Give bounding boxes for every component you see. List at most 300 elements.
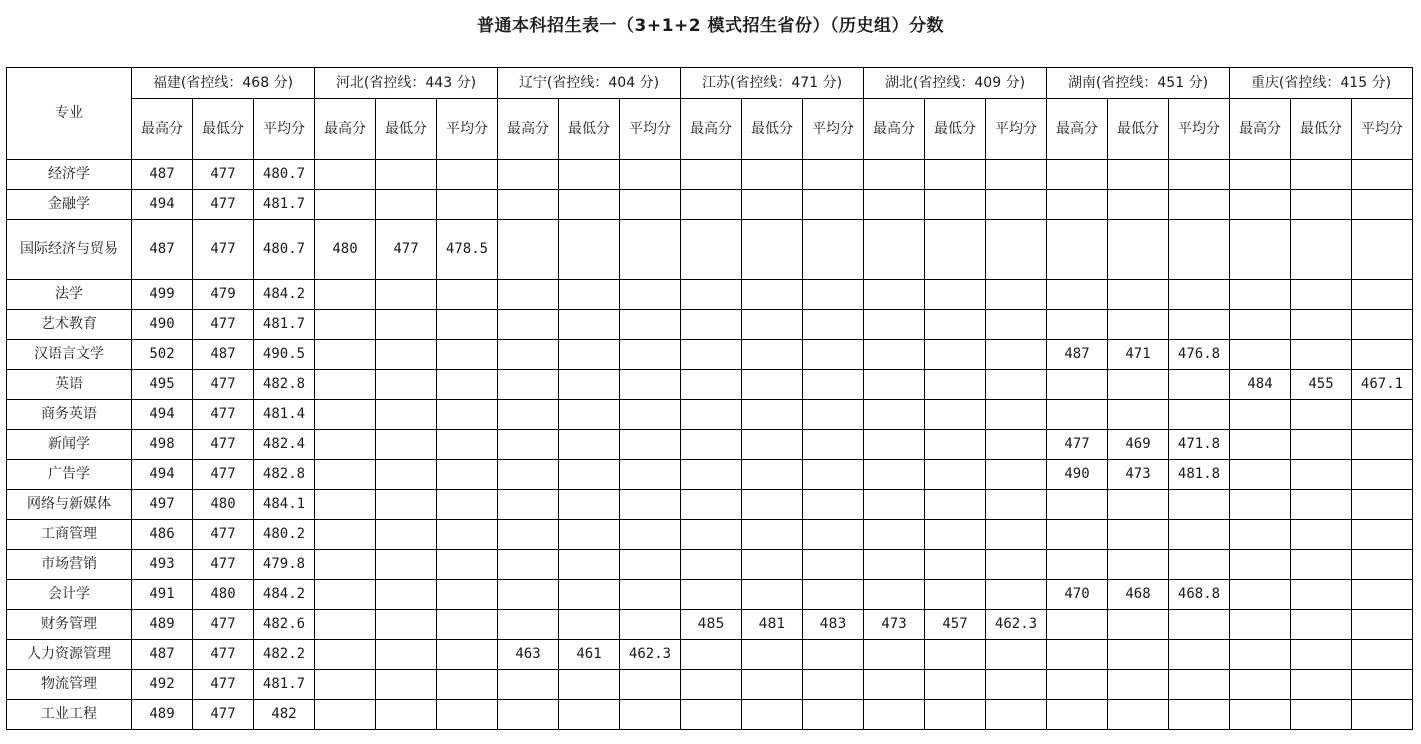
score-cell [315,340,376,370]
score-cell [1352,610,1413,640]
page-title: 普通本科招生表一（3+1+2 模式招生省份）（历史组）分数 [477,16,944,36]
score-cell [925,340,986,370]
score-cell [1230,520,1291,550]
score-cell [437,610,498,640]
score-cell [1352,280,1413,310]
score-cell [437,670,498,700]
table-row [7,340,1413,370]
major-name: 人力资源管理 [7,640,132,670]
score-cell [1230,580,1291,610]
province-header: 湖南(省控线：451 分) [1047,68,1230,99]
score-cell [742,520,803,550]
score-cell [437,580,498,610]
score-cell [1230,610,1291,640]
score-cell [986,490,1047,520]
score-cell [620,610,681,640]
score-cell: 489 [132,700,193,730]
score-cell [681,490,742,520]
score-cell [437,280,498,310]
score-cell: 477 [1047,430,1108,460]
score-cell [1352,340,1413,370]
table-row [7,490,1413,520]
score-cell [803,160,864,190]
score-cell [742,700,803,730]
score-cell: 455 [1291,370,1352,400]
score-cell [1230,400,1291,430]
major-name: 广告学 [7,460,132,490]
score-cell [315,370,376,400]
score-cell [1230,160,1291,190]
major-name: 工业工程 [7,700,132,730]
score-type-header: 平均分 [620,99,681,160]
score-cell [681,460,742,490]
score-type-header: 平均分 [1169,99,1230,160]
score-cell [925,280,986,310]
score-type-header: 最高分 [681,99,742,160]
score-cell [620,190,681,220]
score-cell [498,160,559,190]
score-cell [803,670,864,700]
score-cell [1047,700,1108,730]
table-row [7,160,1413,190]
table-row [7,310,1413,340]
score-cell: 499 [132,280,193,310]
score-cell [315,430,376,460]
score-cell [376,400,437,430]
score-cell: 490 [132,310,193,340]
score-cell: 497 [132,490,193,520]
score-cell [437,430,498,460]
score-cell [681,400,742,430]
score-cell [1291,580,1352,610]
score-cell: 482.8 [254,370,315,400]
score-cell: 473 [1108,460,1169,490]
score-cell: 481.7 [254,310,315,340]
score-cell [559,700,620,730]
score-cell: 486 [132,520,193,550]
score-cell [376,670,437,700]
province-header: 河北(省控线：443 分) [315,68,498,99]
score-cell [1352,400,1413,430]
score-cell [559,220,620,280]
major-name: 国际经济与贸易 [7,220,132,280]
score-cell: 479.8 [254,550,315,580]
major-name: 网络与新媒体 [7,490,132,520]
score-cell: 480.2 [254,520,315,550]
score-cell [498,370,559,400]
score-cell [803,700,864,730]
score-cell [620,340,681,370]
score-cell [864,640,925,670]
score-cell [498,670,559,700]
score-cell [986,310,1047,340]
score-cell: 482.4 [254,430,315,460]
score-cell [315,400,376,430]
major-name: 新闻学 [7,430,132,460]
score-cell: 484 [1230,370,1291,400]
score-cell [498,460,559,490]
score-cell [559,550,620,580]
score-cell [559,610,620,640]
score-type-header: 平均分 [437,99,498,160]
score-cell [1047,220,1108,280]
province-header: 重庆(省控线：415 分) [1230,68,1413,99]
score-cell: 467.1 [1352,370,1413,400]
score-cell [1291,430,1352,460]
table-row [7,610,1413,640]
score-cell [498,610,559,640]
score-cell [1352,430,1413,460]
score-cell [620,370,681,400]
score-cell [620,700,681,730]
score-cell [1108,520,1169,550]
score-cell [376,370,437,400]
province-header: 福建(省控线：468 分) [132,68,315,99]
score-cell: 477 [193,700,254,730]
score-cell [620,280,681,310]
score-cell [1291,460,1352,490]
score-cell [1352,490,1413,520]
score-cell [681,310,742,340]
score-cell [681,160,742,190]
score-cell [742,280,803,310]
score-cell [742,580,803,610]
score-cell [620,550,681,580]
score-cell [925,700,986,730]
score-cell: 471.8 [1169,430,1230,460]
score-cell: 477 [193,640,254,670]
score-cell [1169,160,1230,190]
score-cell [1108,310,1169,340]
score-cell [559,430,620,460]
score-cell [1352,520,1413,550]
score-cell [925,430,986,460]
score-cell [1108,490,1169,520]
score-cell: 462.3 [620,640,681,670]
score-cell [1108,550,1169,580]
score-cell [803,370,864,400]
major-name: 会计学 [7,580,132,610]
score-cell: 481.4 [254,400,315,430]
score-cell [925,160,986,190]
score-type-header: 最高分 [1230,99,1291,160]
score-type-header: 最低分 [925,99,986,160]
score-cell [559,580,620,610]
score-cell [742,310,803,340]
score-cell [681,280,742,310]
score-cell [1169,370,1230,400]
score-cell [498,280,559,310]
score-cell: 477 [193,520,254,550]
score-cell: 461 [559,640,620,670]
score-cell [559,310,620,340]
score-cell [742,370,803,400]
score-cell [803,490,864,520]
score-cell [559,670,620,700]
score-cell [925,550,986,580]
score-cell [1047,370,1108,400]
score-cell: 502 [132,340,193,370]
score-cell [1230,490,1291,520]
score-cell [315,700,376,730]
score-cell [376,520,437,550]
score-cell [559,460,620,490]
score-cell [986,580,1047,610]
score-cell [1108,640,1169,670]
score-cell [864,280,925,310]
score-cell [1047,310,1108,340]
score-cell [437,340,498,370]
score-cell [437,460,498,490]
score-cell [1352,550,1413,580]
score-cell [1291,400,1352,430]
score-cell: 487 [132,220,193,280]
major-name: 市场营销 [7,550,132,580]
score-cell [1047,490,1108,520]
score-cell: 468.8 [1169,580,1230,610]
score-cell [803,520,864,550]
score-cell [864,220,925,280]
score-cell [925,370,986,400]
score-cell: 482.8 [254,460,315,490]
score-cell [1352,220,1413,280]
score-cell [986,550,1047,580]
score-cell: 489 [132,610,193,640]
score-cell [1291,700,1352,730]
score-cell [742,160,803,190]
score-cell: 481.8 [1169,460,1230,490]
score-cell: 471 [1108,340,1169,370]
score-cell [1047,190,1108,220]
major-name: 汉语言文学 [7,340,132,370]
score-cell: 494 [132,190,193,220]
table-row [7,400,1413,430]
table-row [7,370,1413,400]
score-cell: 470 [1047,580,1108,610]
score-cell [559,190,620,220]
score-cell: 477 [193,400,254,430]
score-type-header: 最高分 [498,99,559,160]
score-cell: 480.7 [254,160,315,190]
score-cell [620,220,681,280]
score-cell [1108,280,1169,310]
score-cell [559,160,620,190]
score-type-header: 最高分 [864,99,925,160]
score-cell [925,400,986,430]
score-cell [803,280,864,310]
score-cell [925,220,986,280]
score-cell [376,340,437,370]
score-cell [315,580,376,610]
score-cell [315,610,376,640]
score-type-header: 最低分 [193,99,254,160]
score-type-header: 最高分 [132,99,193,160]
score-cell [1352,460,1413,490]
score-cell [742,460,803,490]
score-cell [498,520,559,550]
score-cell [376,310,437,340]
score-cell [437,400,498,430]
score-cell: 484.1 [254,490,315,520]
score-cell: 477 [193,370,254,400]
score-cell [681,700,742,730]
score-cell [925,490,986,520]
score-cell [742,550,803,580]
score-cell: 481.7 [254,190,315,220]
major-name: 财务管理 [7,610,132,640]
score-cell [986,430,1047,460]
score-cell [1169,550,1230,580]
score-cell [1230,340,1291,370]
score-cell: 493 [132,550,193,580]
score-cell: 487 [1047,340,1108,370]
score-type-header: 平均分 [1352,99,1413,160]
score-cell [1291,160,1352,190]
score-cell [1169,670,1230,700]
score-cell: 469 [1108,430,1169,460]
score-cell [620,520,681,550]
score-type-header: 平均分 [803,99,864,160]
province-header: 湖北(省控线：409 分) [864,68,1047,99]
score-cell: 478.5 [437,220,498,280]
score-cell [681,580,742,610]
score-cell: 487 [193,340,254,370]
score-cell [1047,550,1108,580]
score-cell [315,490,376,520]
score-cell [986,160,1047,190]
score-cell [1108,670,1169,700]
score-cell [986,190,1047,220]
score-cell [1047,160,1108,190]
score-cell [437,520,498,550]
province-header: 江苏(省控线：471 分) [681,68,864,99]
score-cell [986,370,1047,400]
score-cell [925,460,986,490]
score-cell: 490 [1047,460,1108,490]
score-type-header: 最高分 [315,99,376,160]
score-type-header: 平均分 [986,99,1047,160]
score-cell [925,520,986,550]
score-cell [498,220,559,280]
score-cell [498,310,559,340]
score-cell [803,580,864,610]
score-cell [1291,670,1352,700]
score-cell: 479 [193,280,254,310]
score-cell [620,400,681,430]
score-cell [1352,580,1413,610]
score-cell [437,370,498,400]
score-cell: 494 [132,400,193,430]
score-cell [437,700,498,730]
score-cell [803,340,864,370]
score-cell [1291,490,1352,520]
score-cell [376,160,437,190]
score-cell [864,310,925,340]
score-cell [1291,340,1352,370]
score-cell: 482 [254,700,315,730]
score-cell: 481 [742,610,803,640]
score-cell [864,160,925,190]
score-cell [864,460,925,490]
score-cell [437,190,498,220]
major-name: 艺术教育 [7,310,132,340]
score-cell [315,520,376,550]
score-cell [1230,640,1291,670]
score-cell [742,220,803,280]
score-cell [681,520,742,550]
score-cell [498,190,559,220]
score-cell [1352,640,1413,670]
score-cell [376,640,437,670]
table-row [7,460,1413,490]
score-cell [742,190,803,220]
major-name: 金融学 [7,190,132,220]
score-cell [1108,190,1169,220]
score-cell: 462.3 [986,610,1047,640]
score-cell [498,340,559,370]
score-cell [1108,400,1169,430]
province-header: 辽宁(省控线：404 分) [498,68,681,99]
score-cell [681,640,742,670]
score-cell: 480 [193,580,254,610]
score-cell [803,640,864,670]
score-cell [681,670,742,700]
score-cell [1230,310,1291,340]
score-cell [742,490,803,520]
score-cell [681,220,742,280]
score-type-header: 最低分 [1291,99,1352,160]
score-cell [559,400,620,430]
score-cell: 477 [193,610,254,640]
score-cell [1230,460,1291,490]
score-cell [315,190,376,220]
major-name: 工商管理 [7,520,132,550]
score-cell: 477 [193,190,254,220]
score-cell: 477 [193,430,254,460]
score-cell [620,670,681,700]
score-cell: 492 [132,670,193,700]
score-cell [559,370,620,400]
score-cell [498,490,559,520]
score-cell [986,340,1047,370]
score-type-header: 最高分 [1047,99,1108,160]
score-cell [376,550,437,580]
score-cell: 483 [803,610,864,640]
score-cell [1108,160,1169,190]
score-cell [925,580,986,610]
score-cell [1169,520,1230,550]
score-cell: 477 [193,220,254,280]
score-cell [498,550,559,580]
score-cell [1291,610,1352,640]
score-cell [315,550,376,580]
score-cell [986,640,1047,670]
score-cell [498,580,559,610]
score-cell [437,160,498,190]
table-row [7,700,1413,730]
table-row [7,580,1413,610]
score-cell [803,430,864,460]
score-cell [620,460,681,490]
score-cell [986,280,1047,310]
score-type-header: 最低分 [559,99,620,160]
score-cell: 498 [132,430,193,460]
score-cell [864,580,925,610]
score-cell: 491 [132,580,193,610]
score-cell [376,280,437,310]
table-row [7,520,1413,550]
score-cell [925,670,986,700]
